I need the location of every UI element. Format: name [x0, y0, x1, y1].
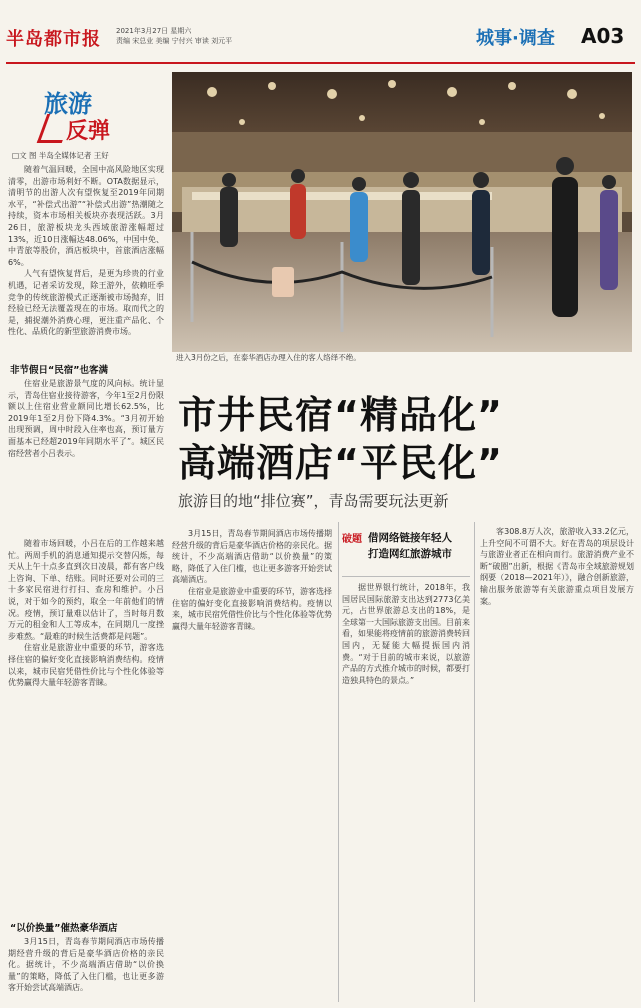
topic-line-2: 打造网红旅游城市: [368, 548, 452, 560]
box-rule: [342, 576, 470, 577]
topic-label: 破题: [342, 534, 362, 545]
article-col-1c: [8, 538, 164, 918]
header-rule: [6, 62, 635, 64]
byline: □文 图 半岛全媒体记者 王好: [12, 151, 109, 160]
article-col-4: [480, 526, 634, 1002]
paragraph: 住宿业是旅游业中重要的环节，游客选择住宿的偏好变化直接影响消费结构。疫情以来，城市民宿凭借性价比与个性化体验等优势赢得大量年轻游客青睐。: [172, 586, 332, 631]
column-divider: [338, 522, 339, 1002]
photo-illustration: [172, 72, 632, 352]
column-divider: [474, 522, 475, 1002]
sub-headline: 旅游目的地“排位赛”，青岛需要玩法更新: [178, 492, 449, 510]
column-tag: [36, 84, 122, 150]
section-title: 城事·调查: [476, 28, 555, 49]
paragraph: 客308.8万人次，旅游收入33.2亿元，上升空间不可谓不大。好在青岛的项层设计与旅游业者正在相向而行。旅游消费产业不断“破圈”出新，根据《青岛市全域旅游规划纲要（2018—2021年）》，融合创新旅游，输出服务旅游等有关旅游重点项目发展方案。: [480, 527, 634, 606]
headline-line-2: 高端酒店“平民化”: [178, 441, 503, 485]
masthead: 半岛都市报: [6, 29, 101, 50]
tag-line-1: 旅游: [44, 89, 92, 118]
staff-line: 责编 宋总业 美编 宁付兴 审读 刘元平: [116, 37, 233, 45]
subhead-1: 非节假日“民宿”也客满: [10, 365, 108, 376]
article-col-2: [172, 528, 332, 1002]
article-col-1: [8, 164, 164, 360]
headline-line-1: 市井民宿“精品化”: [178, 393, 503, 437]
article-col-1b: [8, 378, 164, 534]
topic-line-1: 借网络链接年轻人: [368, 532, 452, 544]
hotel-lobby-photo: [172, 72, 632, 352]
side-topic-box: [342, 526, 462, 572]
paragraph: 随着市场回暖，小吕在后的工作越来越忙。两周手机的消息通知提示交替闪烁，每天从上午十点多直到次日凌晨，都有客户线上咨询、下单、结账。同时还要对公司的三十多家民宿进行打扫、查房和维护。小吕说，对于如今的预约，取全一年前他们的情况。疫情，预订量难以估计了，当时每月数万元的租金和人工等成本，在同期几一度挫步难熬。“最难的时候生活费都是问题”。: [8, 539, 164, 641]
paragraph: 住宿业是旅游景气度的风向标。统计显示，青岛住宿业接待游客，今年1至2月份限额以上住宿业营业额同比增长62.5%，比2019年1至2月份下降4.3%。“3月初开始出现预调，周中时段入住率也高，预订量方面基本已经超2019年同期水平了”。城区民宿经营者小吕表示。: [8, 379, 164, 458]
photo-caption: 进入3月份之后，在泰华酒店办理入住的客人络绎不绝。: [176, 353, 361, 362]
paragraph: 随着气温回暖，全国中高风险地区实现清零，出游市场利好不断。OTA数据显示，清明节的出游人次有望恢复至2019年同期水平，“补偿式出游”“补偿式出游”热潮随之持续，资本市场相关板块亦表现活跃。3月26日，旅游板块龙头西域旅游涨幅超过13%，近10日涨幅达48.06%，中国中免、中青旅等股价，酒店板块中，首旅酒店涨幅6%。: [8, 165, 164, 267]
tag-line-2: 反弹: [66, 118, 111, 144]
article-col-3: [342, 582, 470, 1002]
paragraph: 人气有望恢复背后，是更为珍贵的行业机遇，记者采访发现，除王游外，依赖旺季竞争的传统旅游模式正逐渐被市场抛弃，旧经验已经无法覆盖现在的市场。取而代之的是，捕捉潮外消费心理，更注重产品化、个性化、品质化的新型旅游消费市场。: [8, 269, 164, 337]
paragraph: 据世界银行统计，2018年，我国居民国际旅游支出达到2773亿美元，占世界旅游总支出的18%，是全球第一大国际旅游支出国。目前来看，如果能将疫情前的旅游消费转回国内，无疑能大幅提振国内消费。“对于目前的城市来说，以旅游产品的方式推介城市的时候，都要打造独具特色的景点。”: [342, 583, 470, 685]
paragraph: 3月15日，青岛春节期间酒店市场传播期经营升级的背后是豪华酒店价格的亲民化。据统计，不少高端酒店借助“以价换量”的策略，降低了入住门槛，也让更多游客开始尝试高端酒店。: [172, 529, 332, 585]
date-line: 2021年3月27日 星期六: [116, 27, 192, 35]
subhead-2: “以价换量”催热豪华酒店: [10, 923, 118, 934]
paragraph: 住宿业是旅游业中重要的环节，游客选择住宿的偏好变化直接影响消费结构。疫情以来，城市民宿凭借性价比与个性化体验等优势赢得大量年轻游客青睐。: [8, 643, 164, 688]
page-header: [6, 22, 635, 58]
paragraph: 3月15日，青岛春节期间酒店市场传播期经营升级的背后是豪华酒店价格的亲民化。据统计，不少高端酒店借助“以价换量”的策略，降低了入住门槛，也让更多游客开始尝试高端酒店。: [8, 937, 164, 993]
page-number: A03: [581, 24, 625, 48]
article-col-1d: [8, 936, 164, 1002]
